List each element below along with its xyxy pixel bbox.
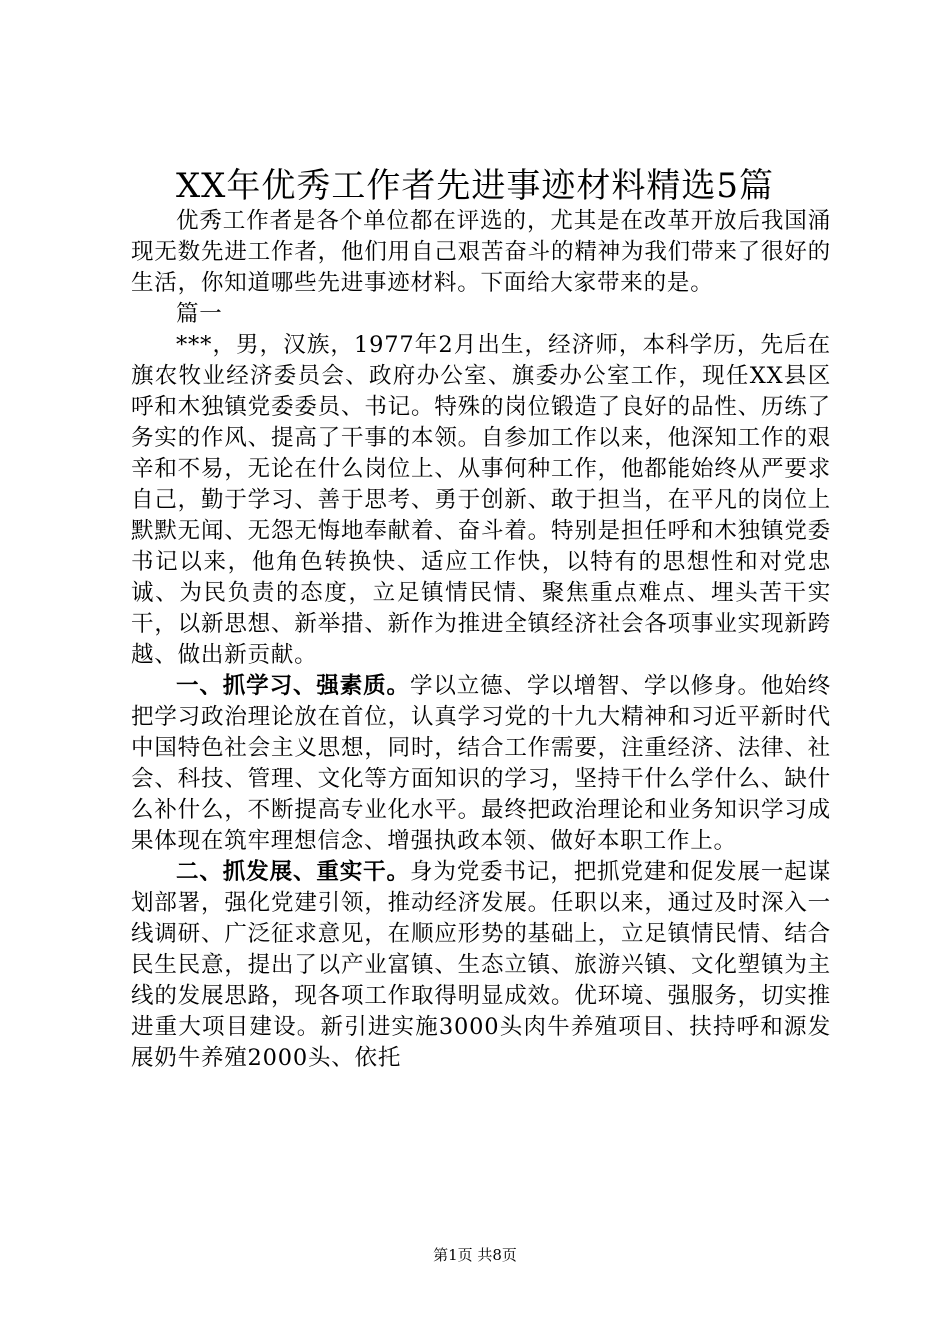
development-text: 身为党委书记，把抓党建和促发展一起谋划部署，强化党建引领，推动经济发展。任职以来，通过及时深入一线调研、广泛征求意见，在顺应形势的基础上，立足镇情民情、结合民生民意，提出了以产业富镇、生态立镇、旅游兴镇、文化塑镇为主线的发展思路，现各项工作取得明显成效。优环境、强服务，切实推进重大项目建设。新引进实施3000头肉牛养殖项目、扶持呼和源发展奶牛养殖2000头、依托: [131, 859, 831, 1071]
study-heading: 一、抓学习、强素质。: [176, 673, 410, 699]
intro-paragraph: 优秀工作者是各个单位都在评选的，尤其是在改革开放后我国涌现无数先进工作者，他们用自己艰苦奋斗的精神为我们带来了很好的生活，你知道哪些先进事迹材料。下面给大家带来的是。: [131, 208, 831, 296]
section-label: 篇一: [176, 301, 223, 327]
study-text: 学以立德、学以增智、学以修身。他始终把学习政治理论放在首位，认真学习党的十九大精神和习近平新时代中国特色社会主义思想，同时，结合工作需要，注重经济、法律、社会、科技、管理、文化等方面知识的学习，坚持干什么学什么、缺什么补什么，不断提高专业化水平。最终把政治理论和业务知识学习成果体现在筑牢理想信念、增强执政本领、做好本职工作上。: [131, 673, 831, 854]
study-paragraph: [131, 671, 831, 857]
document-body: [131, 206, 831, 1074]
development-paragraph: [131, 857, 831, 1074]
development-heading: 二、抓发展、重实干。: [176, 859, 410, 885]
document-title: XX年优秀工作者先进事迹材料精选5篇: [175, 166, 775, 206]
page-footer: 第1页 共8页: [433, 1246, 517, 1264]
profile-paragraph: ***，男，汉族，1977年2月出生，经济师，本科学历，先后在旗农牧业经济委员会、政府办公室、旗委办公室工作，现任XX县区呼和木独镇党委委员、书记。特殊的岗位锻造了良好的品性、历练了务实的作风、提高了干事的本领。自参加工作以来，他深知工作的艰辛和不易，无论在什么岗位上、从事何种工作，他都能始终从严要求自己，勤于学习、善于思考、勇于创新、敢于担当，在平凡的岗位上默默无闻、无怨无悔地奉献着、奋斗着。特别是担任呼和木独镇党委书记以来，他角色转换快、适应工作快，以特有的思想性和对党忠诚、为民负责的态度，立足镇情民情、聚焦重点难点、埋头苦干实干，以新思想、新举措、新作为推进全镇经济社会各项事业实现新跨越、做出新贡献。: [131, 332, 831, 668]
